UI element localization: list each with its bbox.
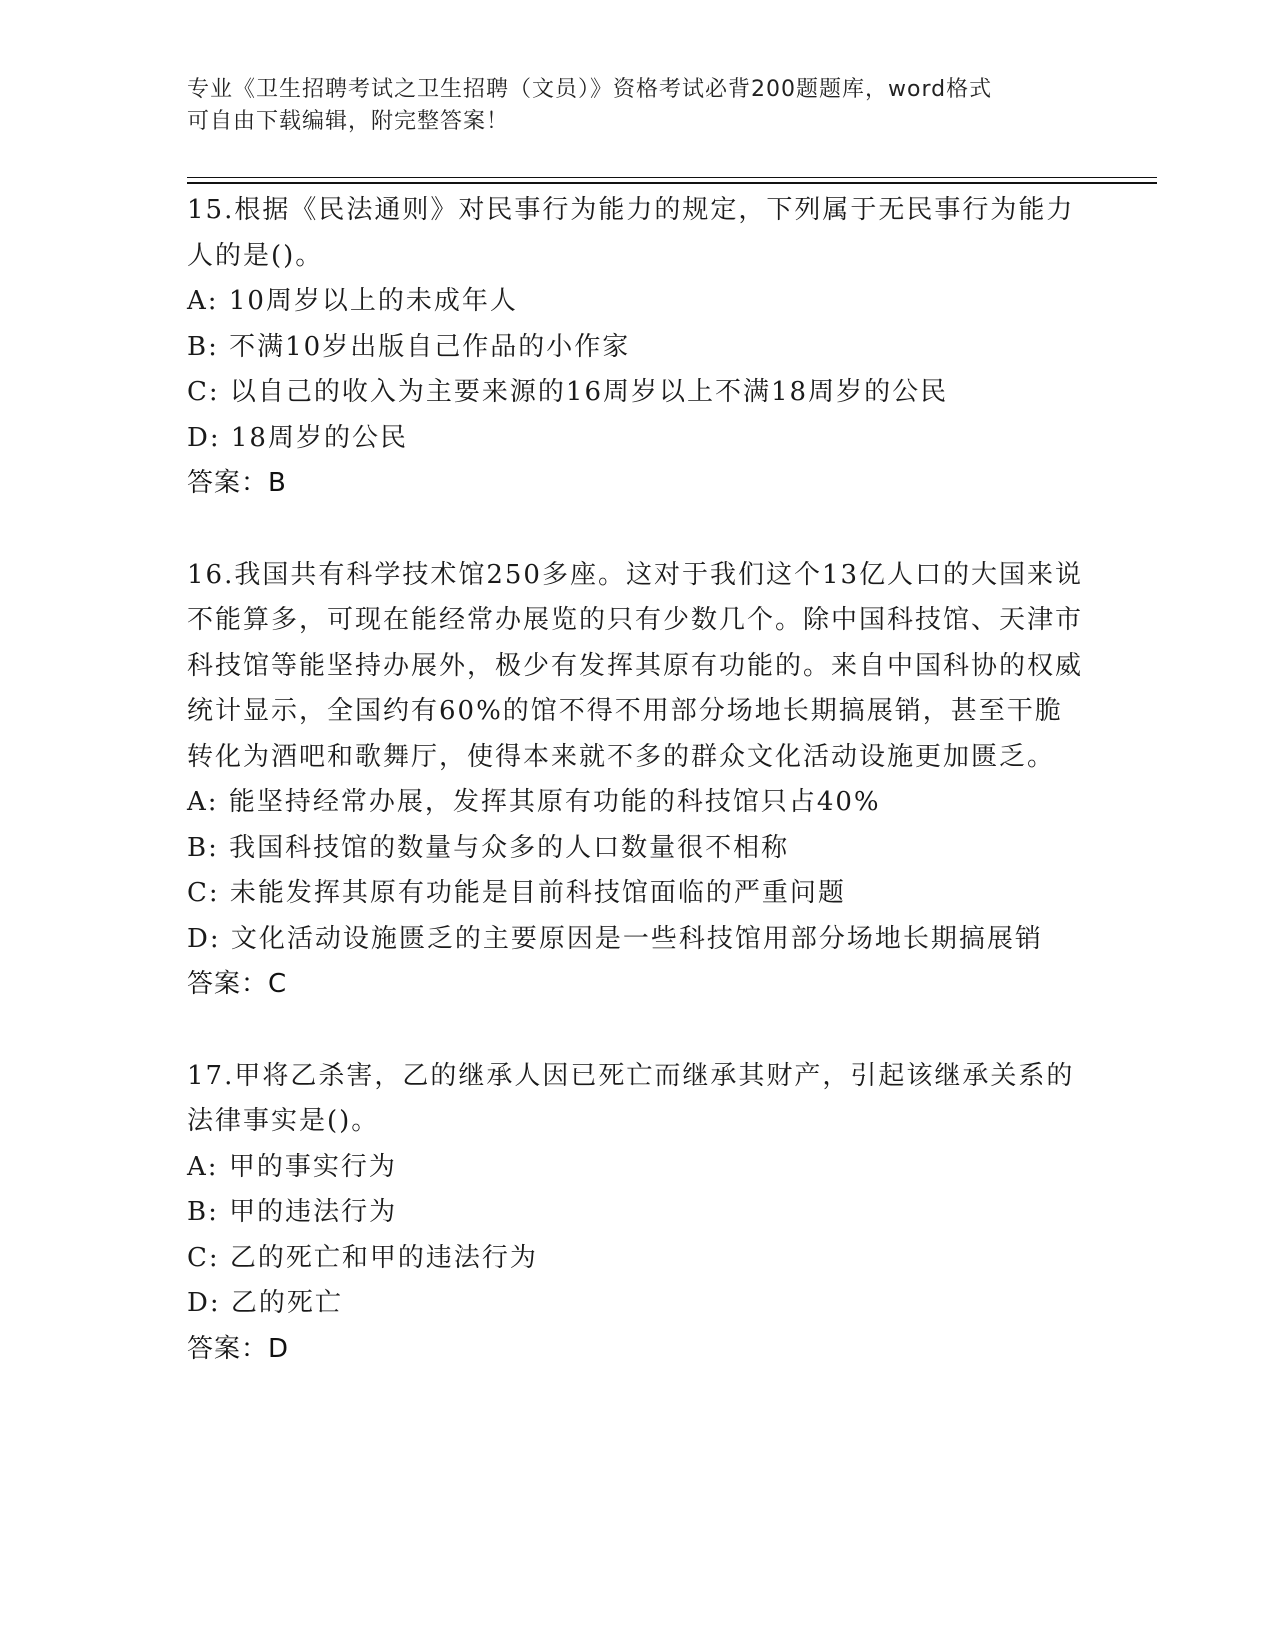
option-b — [187, 325, 1087, 371]
header-line-1: 专业《卫生招聘考试之卫生招聘（文员）》资格考试必背200题题库，word格式 — [187, 77, 993, 102]
option-text: 我国科技馆的数量与众多的人口数量很不相称 — [229, 832, 790, 863]
question-stem: 17.甲将乙杀害，乙的继承人因已死亡而继承其财产，引起该继承关系的法律事实是()。 — [187, 1060, 1075, 1136]
option-d — [187, 917, 1087, 963]
option-letter: C: — [187, 878, 220, 908]
option-text: 文化活动设施匮乏的主要原因是一些科技馆用部分场地长期搞展销 — [230, 923, 1043, 954]
question-15 — [187, 188, 1087, 507]
option-text: 不满10岁出版自己作品的小作家 — [229, 331, 631, 362]
header-divider-thick — [187, 182, 1157, 184]
option-text: 能坚持经常办展，发挥其原有功能的科技馆只占40% — [228, 787, 881, 817]
question-stem: 15.根据《民法通则》对民事行为能力的规定，下列属于无民事行为能力人的是()。 — [187, 195, 1075, 271]
option-a — [187, 279, 1087, 325]
option-c — [187, 1236, 1087, 1282]
option-letter: A: — [187, 1151, 219, 1182]
answer-line: 答案：C — [187, 969, 288, 999]
option-letter: A: — [187, 286, 219, 316]
option-letter: D: — [187, 923, 221, 954]
question-list — [187, 188, 1087, 1372]
option-text: 乙的死亡和甲的违法行为 — [229, 1242, 538, 1273]
option-letter: B: — [187, 1197, 219, 1227]
option-c — [187, 370, 1087, 416]
option-text: 18周岁的公民 — [230, 422, 408, 453]
option-text: 未能发挥其原有功能是目前科技馆面临的严重问题 — [229, 878, 846, 908]
option-text: 甲的违法行为 — [229, 1197, 398, 1227]
option-b — [187, 826, 1087, 872]
option-letter: C: — [187, 377, 220, 407]
option-d — [187, 1281, 1087, 1327]
question-stem: 16.我国共有科学技术馆250多座。这对于我们这个13亿人口的大国来说不能算多，可现在能经常办展览的只有少数几个。除中国科技馆、天津市科技馆等能坚持办展外，极少有发挥其原有功能的。来自中国科协的权威统计显示，全国约有60%的馆不得不用部分场地长期搞展销，甚至干脆转化为酒吧和歌舞厅，使得本来就不多的群众文化活动设施更加匮乏。 — [187, 559, 1084, 772]
option-letter: D: — [187, 1288, 221, 1318]
question-16 — [187, 553, 1087, 1008]
option-letter: D: — [187, 422, 221, 453]
question-17 — [187, 1054, 1087, 1373]
option-a — [187, 1145, 1087, 1191]
option-letter: A: — [187, 787, 219, 817]
option-c — [187, 871, 1087, 917]
option-a — [187, 780, 1087, 826]
header-line-2: 可自由下载编辑，附完整答案！ — [187, 109, 510, 134]
option-b — [187, 1190, 1087, 1236]
document-header — [187, 74, 1087, 138]
option-letter: B: — [187, 832, 219, 863]
option-text: 乙的死亡 — [230, 1288, 343, 1318]
option-text: 甲的事实行为 — [228, 1151, 397, 1182]
header-divider-thin — [187, 177, 1157, 178]
option-text: 以自己的收入为主要来源的16周岁以上不满18周岁的公民 — [229, 377, 949, 407]
option-letter: B: — [187, 331, 219, 362]
option-d — [187, 416, 1087, 462]
option-letter: C: — [187, 1242, 220, 1273]
answer-line: 答案：B — [187, 468, 287, 498]
option-text: 10周岁以上的未成年人 — [228, 286, 518, 316]
answer-line: 答案：D — [187, 1333, 290, 1364]
